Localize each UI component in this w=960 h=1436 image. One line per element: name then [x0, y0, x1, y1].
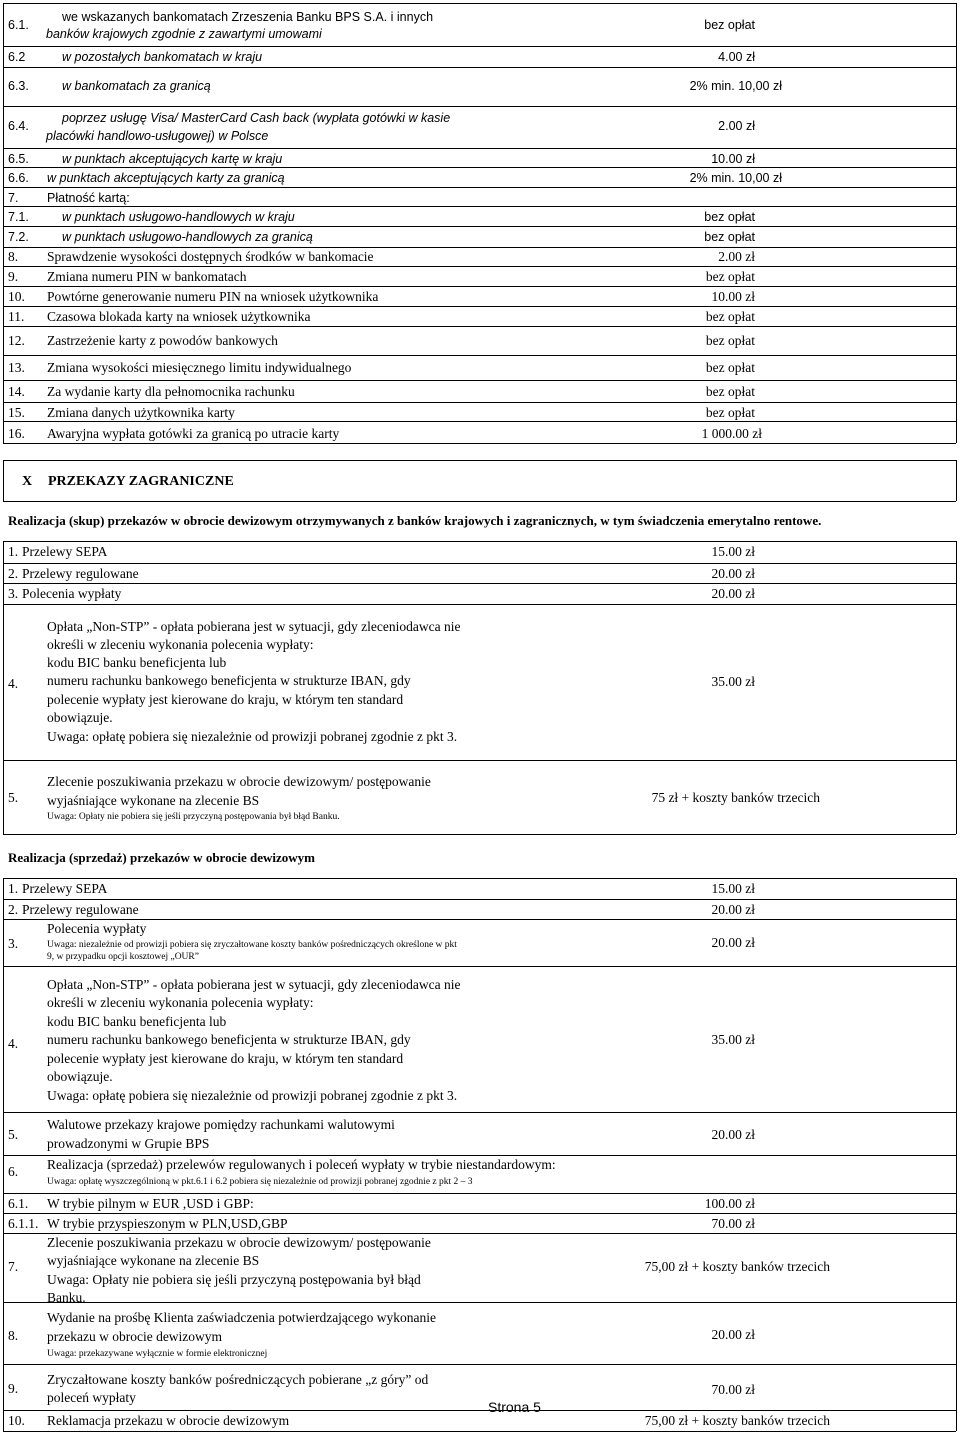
row-number: 14.	[8, 384, 25, 399]
row-description: Walutowe przekazy krajowe pomiędzy rachunkami walutowymi	[47, 1117, 395, 1132]
row-number: 4.	[8, 1036, 19, 1051]
row-number: 7.	[8, 1259, 19, 1274]
row-description: w punktach usługowo-handlowych w kraju	[62, 210, 295, 224]
row-description: Zmiana numeru PIN w bankomatach	[47, 269, 247, 284]
row-fee: 10.00 zł	[711, 289, 755, 304]
row-number: 6.5.	[8, 152, 29, 166]
row-number: 6.2	[8, 50, 26, 64]
row-number: 1.	[8, 881, 19, 896]
row-description: wyjaśniające wykonane na zlecenie BS	[47, 1253, 260, 1268]
row-fee: 15.00 zł	[711, 544, 755, 559]
row-description: w pozostałych bankomatach w kraju	[62, 50, 263, 64]
row-description: kodu BIC banku beneficjenta lub	[47, 1014, 227, 1029]
row-fee: bez opłat	[704, 18, 755, 32]
row-description: we wskazanych bankomatach Zrzeszenia Banku BPS S.A. i innych	[62, 10, 434, 24]
row-number: 2.	[8, 566, 19, 581]
row-description: Płatność kartą:	[47, 191, 130, 205]
row-fee: bez opłat	[704, 210, 755, 224]
table-row	[0, 1234, 960, 1302]
row-note: Uwaga: przekazywane wyłącznie w formie elektronicznej	[47, 1349, 268, 1359]
row-fee: 2.00 zł	[718, 119, 755, 133]
row-number: 7.	[8, 191, 19, 205]
row-fee: 75,00 zł + koszty banków trzecich	[644, 1259, 830, 1274]
row-note: Uwaga: opłatę wyszczególnioną w pkt.6.1 i 6.2 pobiera się niezależnie od prowizji pobranej zgodnie z pkt 2 – 3	[47, 1177, 473, 1187]
row-number: 12.	[8, 333, 25, 348]
row-description: w punktach akceptujących karty za granicą	[47, 171, 285, 185]
row-number: 15.	[8, 405, 25, 420]
row-number: 11.	[8, 309, 25, 324]
row-description: obowiązuje.	[47, 1069, 113, 1084]
row-description: Przelewy regulowane	[22, 566, 139, 581]
row-description: określi w zleceniu wykonania polecenia wypłaty:	[47, 995, 314, 1010]
row-description: Uwaga: Opłaty nie pobiera się jeśli przyczyną postępowania był błąd	[47, 1272, 421, 1287]
row-description: W trybie przyspieszonym w PLN,USD,GBP	[47, 1216, 288, 1231]
row-description: Przelewy regulowane	[22, 902, 139, 917]
row-description: Zmiana danych użytkownika karty	[47, 405, 235, 420]
section-number: X	[22, 474, 33, 489]
row-number: 9.	[8, 269, 19, 284]
row-number: 6.	[8, 1164, 19, 1179]
row-description: Banku.	[47, 1290, 86, 1302]
row-description: Sprawdzenie wysokości dostępnych środków w bankomacie	[47, 249, 374, 264]
row-number: 5.	[8, 790, 19, 805]
row-description: banków krajowych zgodnie z zawartymi umowami	[46, 27, 322, 41]
row-number: 8.	[8, 249, 19, 264]
row-fee: 35.00 zł	[711, 1032, 755, 1047]
row-fee: bez opłat	[705, 309, 755, 324]
row-description: określi w zleceniu wykonania polecenia wypłaty:	[47, 637, 314, 652]
row-description: Uwaga: opłatę pobiera się niezależnie od prowizji pobranej zgodnie z pkt 3.	[47, 1088, 458, 1103]
row-description: Zlecenie poszukiwania przekazu w obrocie dewizowym/ postępowanie	[47, 1235, 431, 1250]
row-description: Awaryjna wypłata gotówki za granicą po utracie karty	[47, 426, 340, 441]
row-number: 6.3.	[8, 79, 29, 93]
row-description: poprzez usługę Visa/ MasterCard Cash back (wypłata gotówki w kasie	[62, 111, 451, 125]
row-note: Uwaga: niezależnie od prowizji pobiera się zryczałtowane koszty banków pośredniczących określone w pkt	[47, 940, 457, 950]
row-description: w bankomatach za granicą	[62, 79, 211, 93]
row-description: Wydanie na prośbę Klienta zaświadczenia potwierdzającego wykonanie	[47, 1310, 437, 1325]
row-description: Powtórne generowanie numeru PIN na wniosek użytkownika	[47, 289, 379, 304]
section-title: PRZEKAZY ZAGRANICZNE	[48, 474, 234, 489]
row-description: W trybie pilnym w EUR ,USD i GBP:	[47, 1196, 254, 1211]
row-note: 9, w przypadku opcji kosztowej „OUR”	[47, 952, 199, 962]
row-number: 6.1.1.	[8, 1216, 39, 1231]
row-description: Przelewy SEPA	[22, 881, 108, 896]
row-number: 3.	[8, 586, 19, 601]
row-description: Reklamacja przekazu w obrocie dewizowym	[47, 1413, 290, 1428]
row-description: w punktach akceptujących kartę w kraju	[62, 152, 283, 166]
row-description: Uwaga: opłatę pobiera się niezależnie od prowizji pobranej zgodnie z pkt 3.	[47, 729, 458, 744]
row-fee: 75,00 zł + koszty banków trzecich	[644, 1413, 830, 1428]
row-fee: 20.00 zł	[711, 902, 755, 917]
row-description: wyjaśniające wykonane na zlecenie BS	[47, 793, 260, 808]
row-description: w punktach usługowo-handlowych za granicą	[62, 230, 313, 244]
row-number: 1.	[8, 544, 19, 559]
subsection-title: Realizacja (skup) przekazów w obrocie dewizowym otrzymywanych z banków krajowych i zagranicznych, w tym świadczenia emerytalno rentowe.	[8, 513, 822, 528]
row-fee: bez opłat	[705, 333, 755, 348]
row-number: 6.1.	[8, 18, 29, 32]
row-fee: 15.00 zł	[711, 881, 755, 896]
row-number: 6.1.	[8, 1196, 29, 1211]
row-description: placówki handlowo-usługowej) w Polsce	[46, 129, 269, 143]
row-description: Przelewy SEPA	[22, 544, 108, 559]
row-fee: 75 zł + koszty banków trzecich	[651, 790, 820, 805]
row-fee: bez opłat	[705, 360, 755, 375]
subsection-title: Realizacja (sprzedaż) przekazów w obrocie dewizowym	[8, 850, 315, 865]
row-description: poleceń wypłaty	[47, 1390, 136, 1405]
row-number: 7.2.	[8, 230, 29, 244]
row-number: 8.	[8, 1328, 19, 1343]
row-fee: 20.00 zł	[711, 586, 755, 601]
row-fee: 1 000.00 zł	[701, 426, 762, 441]
row-description: Opłata „Non-STP” - opłata pobierana jest w sytuacji, gdy zleceniodawca nie	[47, 977, 461, 992]
row-description: Czasowa blokada karty na wniosek użytkownika	[47, 309, 311, 324]
row-fee: 10.00 zł	[711, 152, 755, 166]
row-description: kodu BIC banku beneficjenta lub	[47, 655, 227, 670]
row-fee: 20.00 zł	[711, 935, 755, 950]
row-fee: bez opłat	[705, 405, 755, 420]
row-description: Polecenia wypłaty	[47, 921, 147, 936]
row-fee: 70.00 zł	[711, 1382, 755, 1397]
row-description: Za wydanie karty dla pełnomocnika rachunku	[47, 384, 295, 399]
row-number: 3.	[8, 936, 19, 951]
row-number: 6.6.	[8, 171, 29, 185]
row-fee: 2% min. 10,00 zł	[689, 79, 782, 93]
row-number: 16.	[8, 426, 25, 441]
row-description: Zlecenie poszukiwania przekazu w obrocie dewizowym/ postępowanie	[47, 774, 431, 789]
row-fee: 20.00 zł	[711, 566, 755, 581]
row-description: przekazu w obrocie dewizowym	[47, 1329, 223, 1344]
row-description: numeru rachunku bankowego beneficjenta w strukturze IBAN, gdy	[47, 1032, 411, 1047]
row-fee: 70.00 zł	[711, 1216, 755, 1231]
row-description: Opłata „Non-STP” - opłata pobierana jest w sytuacji, gdy zleceniodawca nie	[47, 619, 461, 634]
row-number: 2.	[8, 902, 19, 917]
row-description: Zastrzeżenie karty z powodów bankowych	[47, 333, 278, 348]
row-number: 4.	[8, 676, 19, 691]
row-fee: bez opłat	[705, 384, 755, 399]
row-number: 9.	[8, 1381, 19, 1396]
row-description: polecenie wypłaty jest kierowane do kraju, w którym ten standard	[47, 692, 404, 707]
row-description: polecenie wypłaty jest kierowane do kraju, w którym ten standard	[47, 1051, 404, 1066]
row-description: obowiązuje.	[47, 710, 113, 725]
row-number: 13.	[8, 360, 25, 375]
row-fee: 35.00 zł	[711, 674, 755, 689]
row-fee: bez opłat	[705, 269, 755, 284]
page-number-label: Strona 5	[488, 1399, 541, 1415]
row-description: prowadzonymi w Grupie BPS	[47, 1136, 210, 1151]
row-fee: 4.00 zł	[718, 50, 755, 64]
row-description: Zmiana wysokości miesięcznego limitu indywidualnego	[47, 360, 352, 375]
row-number: 7.1.	[8, 210, 29, 224]
row-number: 5.	[8, 1127, 19, 1142]
row-fee: 2.00 zł	[718, 249, 755, 264]
row-fee: 2% min. 10,00 zł	[689, 171, 782, 185]
row-description: Zryczałtowane koszty banków pośredniczących pobierane „z góry” od	[47, 1372, 429, 1387]
row-description: numeru rachunku bankowego beneficjenta w strukturze IBAN, gdy	[47, 673, 411, 688]
row-description: Realizacja (sprzedaż) przelewów regulowanych i poleceń wypłaty w trybie niestandardowym:	[47, 1157, 556, 1172]
row-fee: 100.00 zł	[704, 1196, 755, 1211]
row-note: Uwaga: Opłaty nie pobiera się jeśli przyczyną postępowania był błąd Banku.	[47, 812, 340, 822]
row-fee: 20.00 zł	[711, 1327, 755, 1342]
row-number: 6.4.	[8, 119, 29, 133]
row-fee: bez opłat	[704, 230, 755, 244]
row-description: Polecenia wypłaty	[22, 586, 122, 601]
row-number: 10.	[8, 1413, 25, 1428]
row-fee: 20.00 zł	[711, 1127, 755, 1142]
row-number: 10.	[8, 289, 25, 304]
